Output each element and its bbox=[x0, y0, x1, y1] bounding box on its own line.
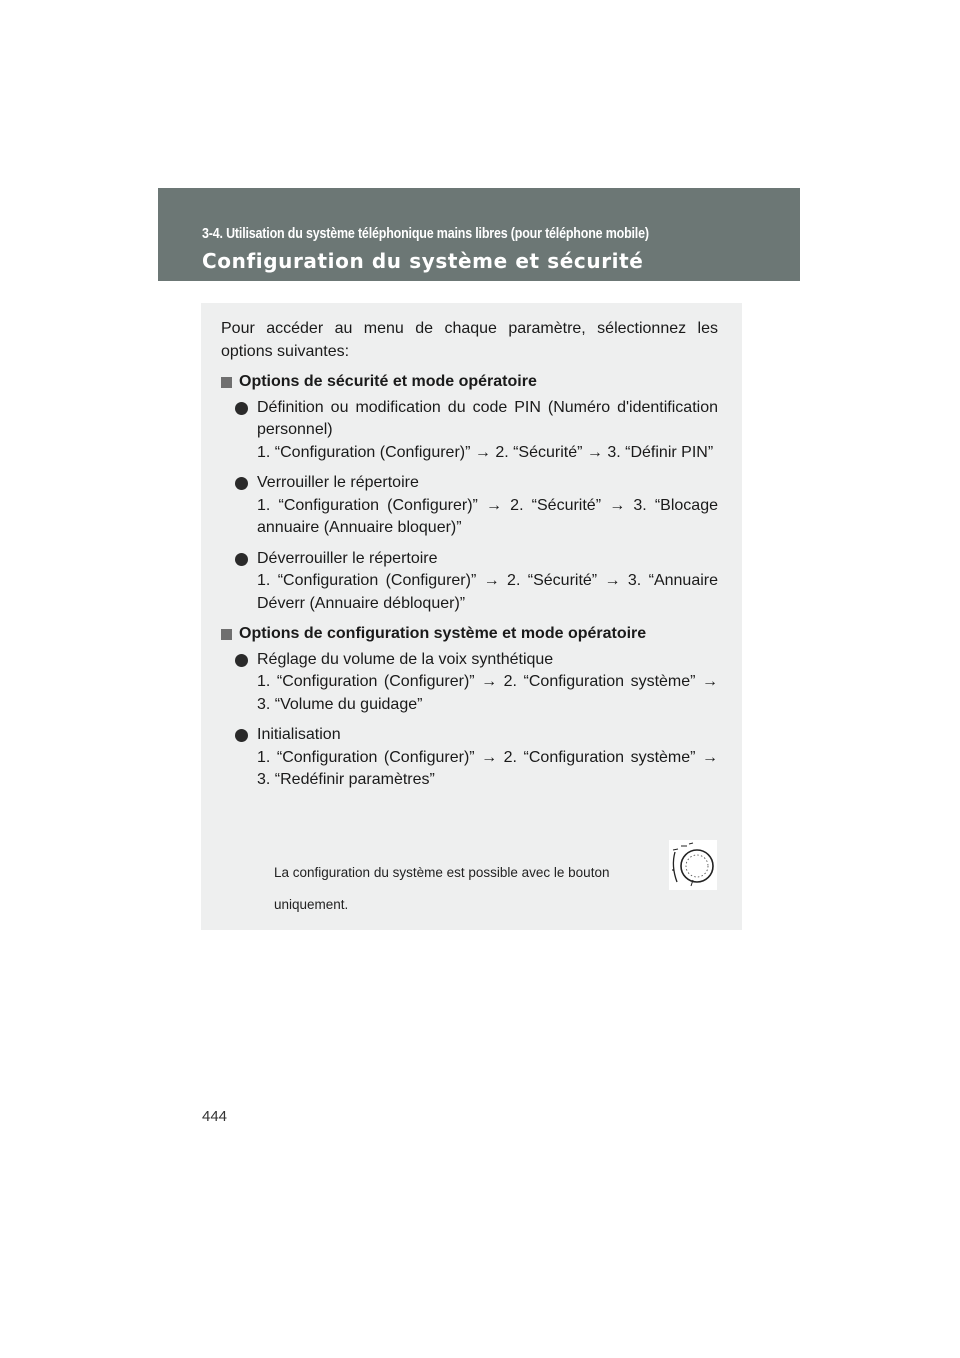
page-number: 444 bbox=[202, 1108, 228, 1125]
page-title: Configuration du système et sécurité bbox=[202, 249, 644, 273]
item-path: 1. “Configuration (Configurer)” → 2. “Sécurité” → 3. “Blocage annuaire (Annuaire bloquer)” bbox=[257, 496, 718, 536]
tune-knob-icon bbox=[669, 840, 717, 890]
section-heading bbox=[221, 371, 718, 394]
section-heading bbox=[221, 623, 718, 646]
section-security bbox=[221, 371, 718, 615]
bullet-icon bbox=[235, 553, 248, 566]
item-title: Définition ou modification du code PIN (Numéro d'identification personnel) bbox=[257, 398, 718, 438]
item-path: 1. “Configuration (Configurer)” → 2. “Sécurité” → 3. “Définir PIN” bbox=[257, 443, 714, 461]
item-title: Initialisation bbox=[257, 726, 341, 743]
bullet-icon bbox=[235, 729, 248, 742]
bullet-icon bbox=[235, 402, 248, 415]
item-title: Réglage du volume de la voix synthétique bbox=[257, 650, 554, 668]
list-item bbox=[235, 472, 718, 540]
square-icon bbox=[221, 377, 232, 388]
list-item bbox=[235, 548, 718, 616]
intro-text: Pour accéder au menu de chaque paramètre, sélectionnez les options suivantes: bbox=[221, 320, 718, 360]
list-item bbox=[235, 397, 718, 465]
item-title: Verrouiller le répertoire bbox=[257, 474, 419, 491]
section-system bbox=[221, 623, 718, 792]
item-path: 1. “Configuration (Configurer)” → 2. “Configuration système” → 3. “Volume du guidage” bbox=[257, 673, 718, 713]
bullet-icon bbox=[235, 654, 248, 667]
list-item bbox=[235, 649, 718, 717]
section-heading-text: Options de sécurité et mode opératoire bbox=[239, 373, 537, 390]
section-label: 3-4. Utilisation du système téléphonique mains libres (pour téléphone mobile) bbox=[202, 226, 649, 242]
item-path: 1. “Configuration (Configurer)” → 2. “Sécurité” → 3. “Annuaire Déverr (Annuaire débloquer)” bbox=[257, 572, 718, 612]
square-icon bbox=[221, 629, 232, 640]
item-title: Déverrouiller le répertoire bbox=[257, 549, 438, 567]
note bbox=[274, 840, 718, 910]
list-item bbox=[235, 724, 718, 792]
bullet-icon bbox=[235, 477, 248, 490]
section-heading-text: Options de configuration système et mode opératoire bbox=[239, 625, 647, 642]
content bbox=[221, 318, 718, 800]
note-text: La configuration du système est possible avec le bouton uniquement. bbox=[274, 865, 610, 912]
item-path: 1. “Configuration (Configurer)” → 2. “Configuration système” → 3. “Redéfinir paramètres” bbox=[257, 748, 718, 788]
